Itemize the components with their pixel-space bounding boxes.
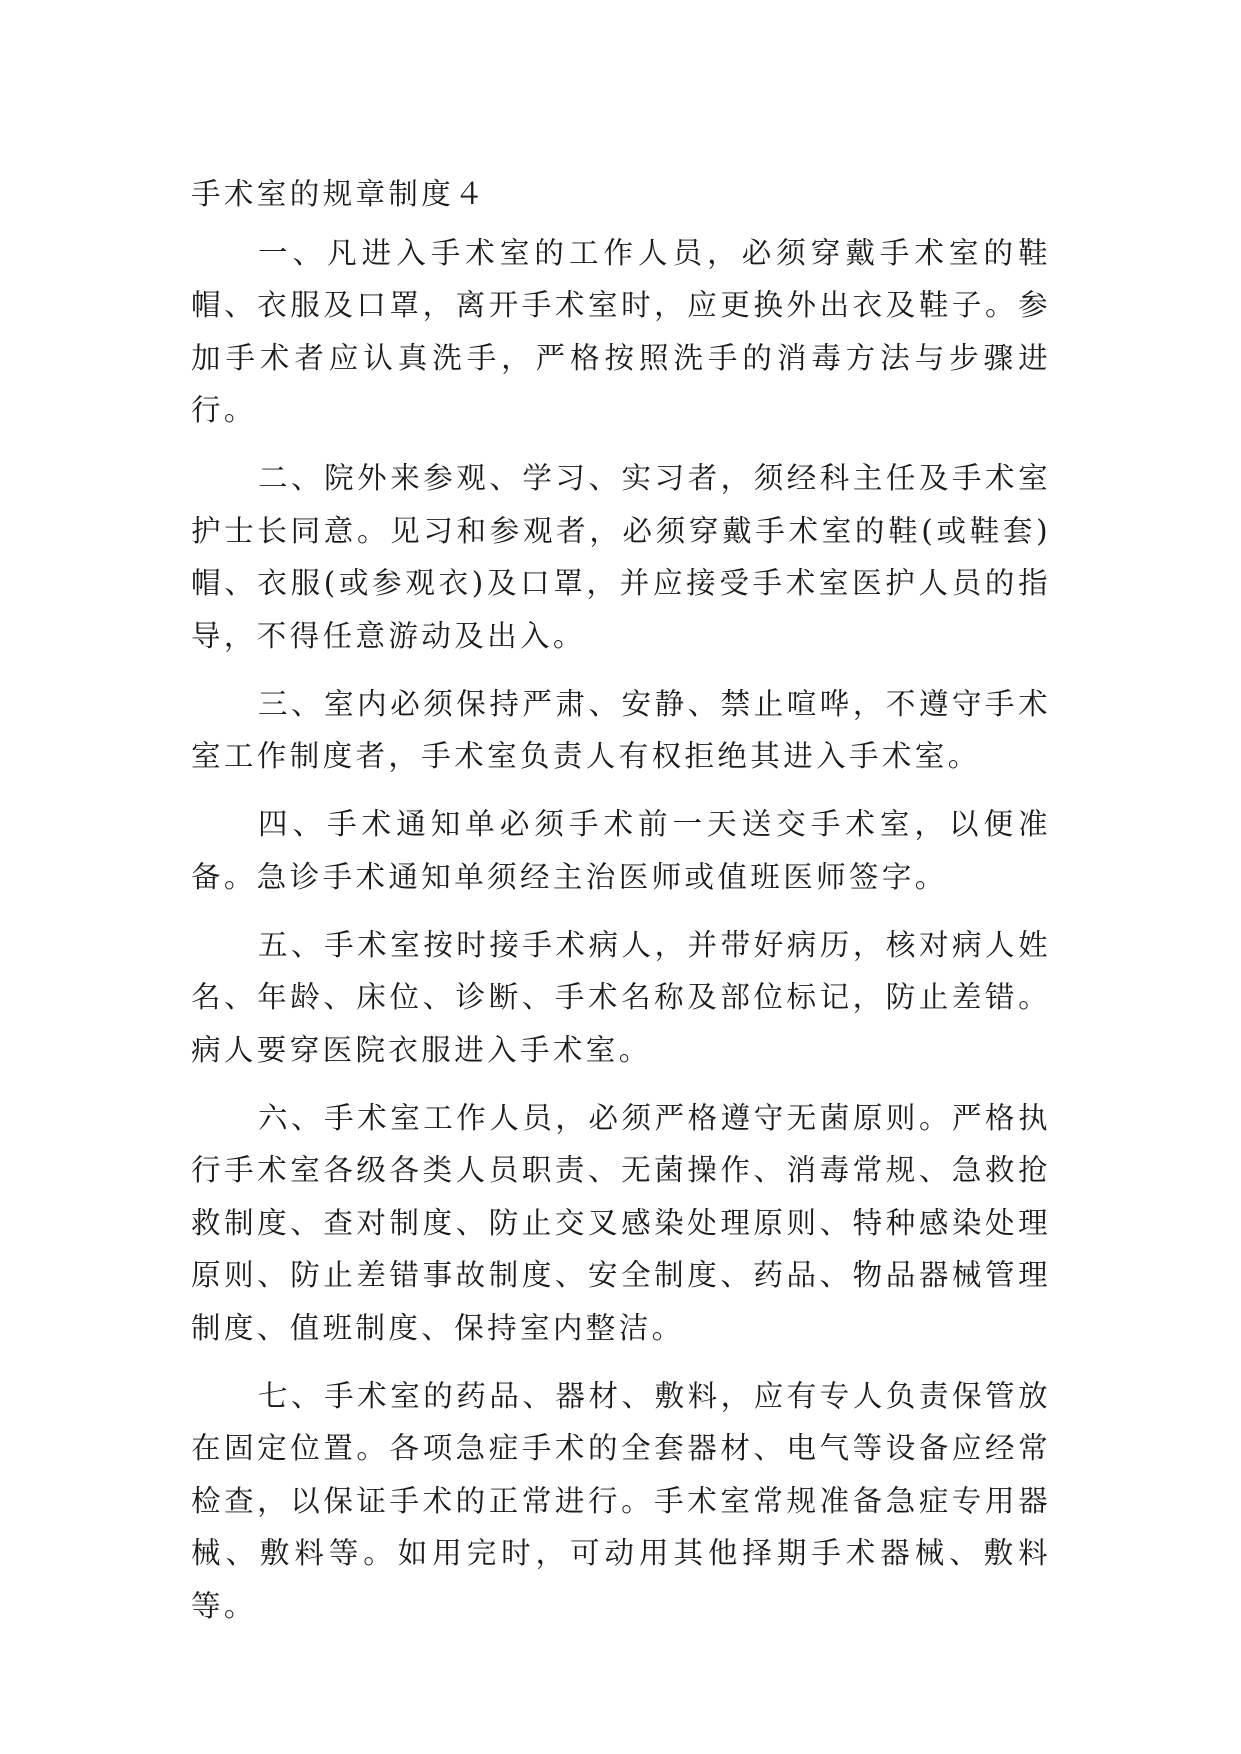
paragraph-rule-2: 二、院外来参观、学习、实习者，须经科主任及手术室护士长同意。见习和参观者，必须穿戴手术室的鞋(或鞋套)帽、衣服(或参观衣)及口罩，并应接受手术室医护人员的指导，不得任意游动及出入。 bbox=[191, 461, 1051, 653]
paragraph-rule-3: 三、室内必须保持严肃、安静、禁止喧哗，不遵守手术室工作制度者，手术室负责人有权拒绝其进入手术室。 bbox=[191, 686, 1051, 773]
paragraph-rule-5: 五、手术室按时接手术病人，并带好病历，核对病人姓名、年龄、床位、诊断、手术名称及部位标记，防止差错。病人要穿医院衣服进入手术室。 bbox=[191, 927, 1051, 1067]
paragraph-rule-6: 六、手术室工作人员，必须严格遵守无菌原则。严格执行手术室各级各类人员职责、无菌操作、消毒常规、急救抢救制度、查对制度、防止交叉感染处理原则、特种感染处理原则、防止差错事故制度、安全制度、药品、物品器械管理制度、值班制度、保持室内整洁。 bbox=[191, 1100, 1051, 1345]
paragraph-rule-4: 四、手术通知单必须手术前一天送交手术室，以便准备。急诊手术通知单须经主治医师或值班医师签字。 bbox=[191, 807, 1051, 894]
paragraph-rule-1: 一、凡进入手术室的工作人员，必须穿戴手术室的鞋帽、衣服及口罩，离开手术室时，应更换外出衣及鞋子。参加手术者应认真洗手，严格按照洗手的消毒方法与步骤进行。 bbox=[191, 235, 1051, 427]
paragraph-rule-7: 七、手术室的药品、器材、敷料，应有专人负责保管放在固定位置。各项急症手术的全套器材、电气等设备应经常检查，以保证手术的正常进行。手术室常规准备急症专用器械、敷料等。如用完时，可动用其他择期手术器械、敷料等。 bbox=[191, 1378, 1051, 1623]
document-title: 手术室的规章制度４ bbox=[191, 177, 488, 211]
document-body bbox=[191, 168, 1051, 1632]
